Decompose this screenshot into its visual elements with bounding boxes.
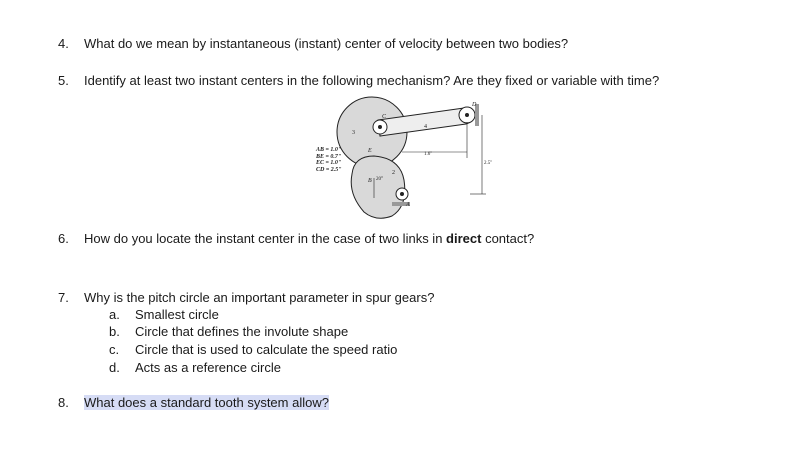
label-e: E bbox=[368, 148, 372, 154]
dimension-list bbox=[316, 147, 342, 173]
question-6 bbox=[58, 231, 534, 247]
question-number: 8. bbox=[58, 395, 69, 410]
option-text: Circle that is used to calculate the speed ratio bbox=[135, 342, 398, 357]
question-4 bbox=[58, 36, 568, 52]
question-7 bbox=[58, 290, 434, 306]
label-dim-horizontal: 1.6" bbox=[424, 152, 433, 157]
label-a: A bbox=[406, 202, 410, 208]
question-text-end: contact? bbox=[481, 231, 535, 246]
label-b: B bbox=[368, 178, 372, 184]
question-text: Identify at least two instant centers in the following mechanism? Are they fixed or variable with time? bbox=[84, 73, 660, 88]
question-8 bbox=[58, 395, 329, 411]
label-d: D bbox=[472, 102, 477, 108]
dimension-be: BE = 0.7" bbox=[316, 153, 342, 160]
question-number: 4. bbox=[58, 36, 69, 51]
option-letter: c. bbox=[109, 342, 120, 357]
option-letter: b. bbox=[109, 324, 120, 339]
question-number: 7. bbox=[58, 290, 69, 305]
dimension-cd: CD = 2.5" bbox=[316, 166, 342, 173]
label-dim-vertical: 2.5" bbox=[484, 161, 493, 166]
option-d bbox=[109, 360, 281, 376]
question-text-bold: direct bbox=[446, 231, 482, 246]
option-a bbox=[109, 307, 219, 323]
link-2-cam bbox=[351, 156, 405, 218]
dimension-ec: EC = 1.0" bbox=[316, 160, 342, 166]
question-5 bbox=[58, 73, 659, 89]
label-c: C bbox=[382, 114, 387, 120]
label-angle: 20° bbox=[376, 177, 383, 182]
option-c bbox=[109, 342, 397, 358]
question-number: 6. bbox=[58, 231, 69, 246]
label-4: 4 bbox=[424, 124, 427, 130]
option-text: Smallest circle bbox=[135, 307, 219, 322]
question-text: How do you locate the instant center in the case of two links in bbox=[84, 231, 447, 246]
option-b bbox=[109, 324, 348, 340]
option-text: Circle that defines the involute shape bbox=[135, 324, 349, 339]
question-number: 5. bbox=[58, 73, 69, 88]
option-letter: d. bbox=[109, 360, 120, 375]
dimension-ab: AB = 1.0" bbox=[316, 147, 342, 153]
question-text: What do we mean by instantaneous (instant) center of velocity between two bodies? bbox=[84, 36, 569, 51]
question-text-highlighted[interactable]: What does a standard tooth system allow? bbox=[84, 395, 329, 410]
option-letter: a. bbox=[109, 307, 120, 322]
option-text: Acts as a reference circle bbox=[135, 360, 281, 375]
label-2: 2 bbox=[392, 170, 395, 176]
label-3: 3 bbox=[352, 130, 355, 136]
question-text: Why is the pitch circle an important parameter in spur gears? bbox=[84, 290, 435, 305]
